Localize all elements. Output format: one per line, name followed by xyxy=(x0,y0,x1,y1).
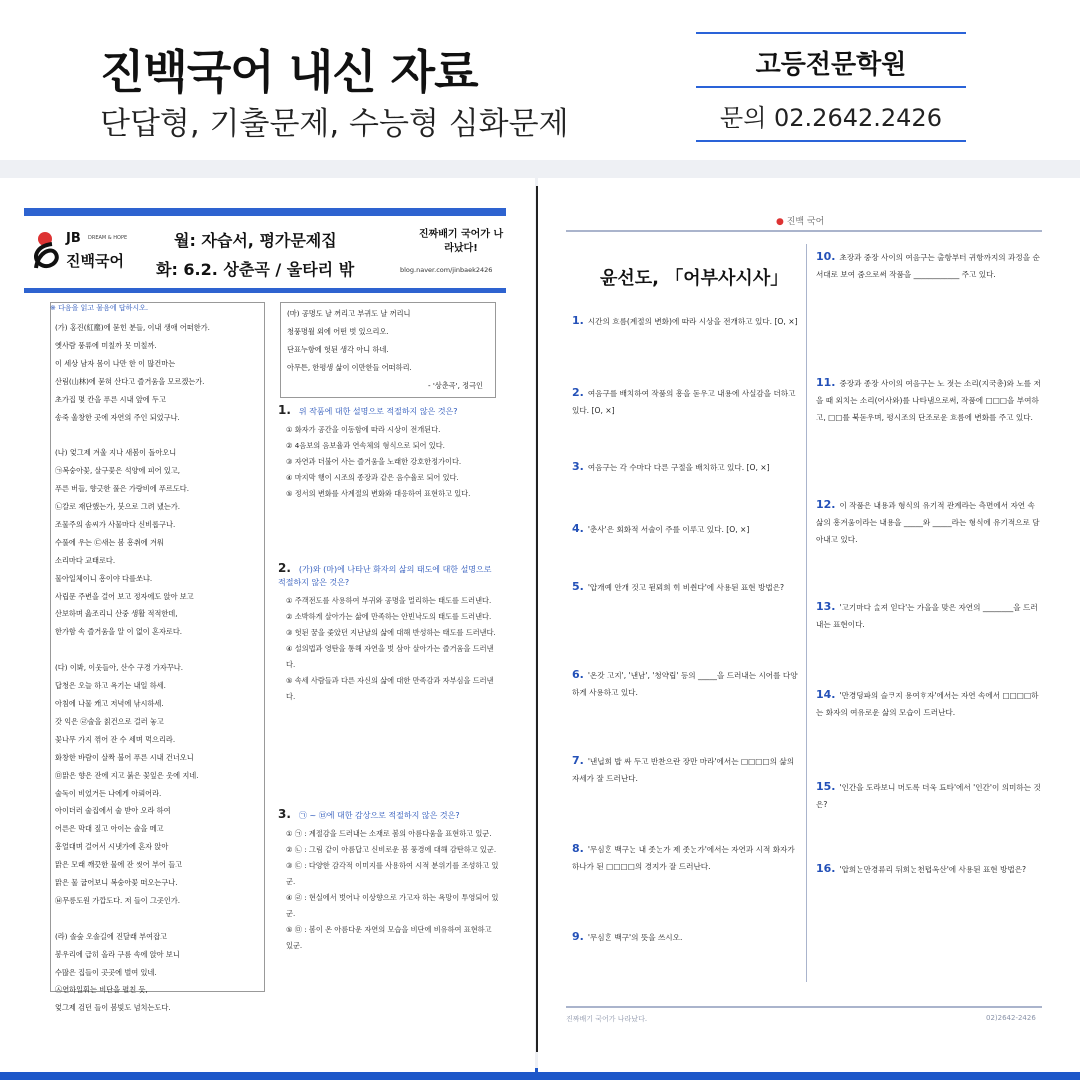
question-number: 6. xyxy=(572,668,584,681)
passage-line: ㉡칼로 재단했는가, 붓으로 그려 냈는가. xyxy=(55,502,181,512)
passage-line: 단표누항에 헛된 생각 아니 하네. xyxy=(287,345,389,354)
academy-name: 고등전문학원 xyxy=(755,50,907,80)
question-text: 시간의 흐름(계절의 변화)에 따라 시상을 전개하고 있다. [O, ×] xyxy=(587,317,798,326)
question-3-options xyxy=(278,826,500,954)
question-3 xyxy=(278,808,500,954)
passage-line: 수많은 집들이 곳곳에 벌여 있네. xyxy=(55,967,157,977)
review-question xyxy=(816,496,1042,548)
logo-dream-text: DREAM & HOPE xyxy=(88,235,128,241)
question-text: 중장과 종장 사이의 여음구는 노 젓는 소리(지국총)와 노를 저을 때 외치는 소리(어사와)를 나타냄으로써, 작품에 □□□을 부여하고, □□를 북돋우며, 평시조의 단조로운 흐름에 변화를 주고 있다. xyxy=(816,379,1041,422)
question-number: 9. xyxy=(572,930,584,943)
question-3-header: 3. ㉠ ~ ㉥에 대한 감상으로 적절하지 않은 것은? xyxy=(278,807,460,821)
answer-option: ② ㉡ : 그림 같이 아름답고 신비로운 봄 풍경에 대해 감탄하고 있군. xyxy=(286,845,497,854)
question-number: 4. xyxy=(572,522,584,535)
passage-line: 아이더러 술집에서 술 받아 오라 하여 xyxy=(55,806,171,816)
passage-line: 맑은 모래 깨끗한 물에 잔 씻어 부어 들고 xyxy=(55,860,183,870)
passage-line: ㉤맑은 향은 잔에 지고 붉은 꽃잎은 옷에 지네. xyxy=(55,770,199,780)
passage-box xyxy=(50,302,265,1013)
passage-line: 아무튼, 한평생 삶이 이만한들 어떠하리. xyxy=(287,363,412,372)
question-number: 13. xyxy=(816,600,836,613)
page-header xyxy=(0,0,1080,160)
passage-line: (다) 이봐, 이웃들아, 산수 구경 가자꾸나. xyxy=(55,663,184,673)
question-text: '낸닙희 밥 싸 두고 반찬으란 장만 마라'에서는 □□□□의 삶의 자세가 잘 드러난다. xyxy=(572,757,795,783)
tuesday-line: 화: 6.2. 상춘곡 / 울타리 밖 xyxy=(156,260,355,279)
logo-name-text: 진백국어 xyxy=(66,252,124,270)
review-question xyxy=(816,374,1042,426)
passage-line: 초가집 몇 칸을 푸른 시내 앞에 두고 xyxy=(55,394,166,404)
blog-url: blog.naver.com/jinbaek2426 xyxy=(400,266,493,274)
right-page-brand: ● 진백 국어 xyxy=(776,217,825,227)
passage-line: 화창한 바람이 살짝 불어 푸른 시내 건너오니 xyxy=(55,752,194,762)
answer-option: ③ 자연과 더불어 사는 즐거움을 노래한 강호한정가이다. xyxy=(286,457,462,466)
passage-text xyxy=(55,319,260,1017)
question-text: 초장과 중장 사이의 여음구는 출항부터 귀항까지의 과정을 순서대로 보여 줌으로써 작품을 ____________ 주고 있다. xyxy=(816,253,1040,279)
question-number: 16. xyxy=(816,862,836,875)
answer-option: ④ 설의법과 영탄을 통해 자연을 벗 삼아 살아가는 즐거움을 드러낸다. xyxy=(286,644,494,669)
passage-line: 이 세상 남자 몸이 나만 한 이 많건마는 xyxy=(55,358,176,368)
right-page-top-rule xyxy=(566,230,1042,232)
right-page-column-divider xyxy=(806,244,807,982)
question-text: 여음구는 각 수마다 다른 구절을 배치하고 있다. [O, ×] xyxy=(587,463,770,472)
question-text: 이 작품은 내용과 형식의 유기적 관계라는 측면에서 자연 속 삶의 흥겨움이라는 내용을 _____와 _____라는 형식에 유기적으로 담아내고 있다. xyxy=(816,501,1040,544)
left-page-top-bar xyxy=(24,208,506,216)
question-number: 8. xyxy=(572,842,584,855)
question-text: '무심ᄒᆞᆫ 백구'의 뜻을 쓰시오. xyxy=(587,933,683,942)
question-1 xyxy=(278,404,500,502)
question-number: 15. xyxy=(816,780,836,793)
passage-line: 수풀에 우는 ㉢새는 봄 흥취에 겨워 xyxy=(55,537,164,547)
review-question xyxy=(572,666,798,701)
passage-line: 답청은 오늘 하고 욕기는 내일 하세. xyxy=(55,681,166,691)
jb-logo xyxy=(30,228,140,278)
passage-line xyxy=(55,910,260,928)
passage-line: 푸른 버들, 향긋한 풀은 가랑비에 푸르도다. xyxy=(55,484,190,494)
question-text: 여음구를 배치하여 작품의 흥을 돋우고 내용에 사실감을 더하고 있다. [O, ×] xyxy=(572,389,796,415)
passage-line: (나) 엊그제 겨울 지나 새봄이 돌아오니 xyxy=(55,448,177,458)
question-number: 1. xyxy=(572,314,584,327)
answer-option: ③ ㉢ : 다양한 감각적 이미지를 사용하여 시적 분위기를 조성하고 있군. xyxy=(286,861,499,886)
footer-phone: 02)2642-2426 xyxy=(986,1014,1036,1022)
question-1-options xyxy=(278,422,500,502)
answer-option: ② 4음보의 음보율과 연속체의 형식으로 되어 있다. xyxy=(286,441,445,450)
question-text: '압개예 안개 것고 뒫뫼희 ᄒᆡ 비췬다'에 사용된 표현 방법은? xyxy=(587,583,785,592)
passage-line: 산보하며 읊조리니 산중 생활 적적한데, xyxy=(55,609,178,619)
answer-option: ⑤ 속세 사람들과 다른 자신의 삶에 대한 만족감과 자부심을 드러낸다. xyxy=(286,676,494,701)
question-text: '춘사'은 회화적 서술이 주를 이루고 있다. [O, ×] xyxy=(587,525,750,534)
passage-line: 어른은 막대 짚고 아이는 술을 메고 xyxy=(55,824,164,834)
passage-line: 사립문 주변을 걸어 보고 정자에도 앉아 보고 xyxy=(55,591,194,601)
passage-line: 조물주의 솜씨가 사물마다 신비롭구나. xyxy=(55,519,176,529)
right-page-title: 윤선도, 「어부사시사」 xyxy=(600,268,789,289)
passage-line: 엊그제 검던 들이 봄빛도 넘치는도다. xyxy=(55,1003,171,1013)
answer-option: ④ ㉣ : 현실에서 벗어나 이상향으로 가고자 하는 욕망이 투영되어 있군. xyxy=(286,893,499,918)
review-question xyxy=(572,458,798,476)
review-question xyxy=(572,520,798,538)
question-text: '압희ᄂᆞᆫ만경류리 뒤희ᄂᆞᆫ천텹옥산'에 사용된 표현 방법은? xyxy=(839,865,1027,874)
right-page-bottom-rule xyxy=(566,1006,1042,1008)
passage-line: - '상춘곡', 정극인 xyxy=(427,381,483,390)
review-question xyxy=(572,312,798,330)
question-number: 11. xyxy=(816,376,836,389)
answer-option: ① ㉠ : 계절감을 드러내는 소재로 봄의 아름다움을 표현하고 있군. xyxy=(286,829,492,838)
review-question xyxy=(816,686,1042,721)
passage-line: ㉠복숭아꽃, 살구꽃은 석양에 피어 있고, xyxy=(55,466,181,476)
review-question xyxy=(572,840,798,875)
contact-phone: 문의 02.2642.2426 xyxy=(720,104,942,132)
answer-option: ① 화자가 공간을 이동함에 따라 시상이 전개된다. xyxy=(286,425,441,434)
left-worksheet-page xyxy=(0,178,535,1072)
passage-line: 맑은 물 굽어보니 복숭아꽃 떠오는구나. xyxy=(55,878,178,888)
question-text: '만경딩파의 슬ᄏᆞ지 용여ᄒᆞ자'에서는 자연 속에서 □□□□하는 화자의 여유로운 삶의 모습이 드러난다. xyxy=(816,691,1039,717)
passage-line: 흥얼대며 걸어서 시냇가에 혼자 앉아 xyxy=(55,842,169,852)
question-number: 10. xyxy=(816,250,836,263)
jb-logo-icon xyxy=(30,228,64,274)
header-title: 진백국어 내신 자료 xyxy=(100,45,478,99)
question-number: 14. xyxy=(816,688,836,701)
review-question xyxy=(816,598,1042,633)
passage-continued-box xyxy=(280,302,496,398)
answer-option: ③ 헛된 꿈을 좇았던 지난날의 삶에 대해 반성하는 태도를 드러낸다. xyxy=(286,628,496,637)
right-worksheet-page xyxy=(538,178,1080,1072)
passage-line xyxy=(55,641,260,659)
instruction-text: ※ 다음을 읽고 물음에 답하시오. xyxy=(50,304,149,312)
passage-line: 술독이 비었거든 나에게 아뢰어라. xyxy=(55,788,162,798)
header-rule-top xyxy=(696,32,966,34)
question-number: 5. xyxy=(572,580,584,593)
question-number: 7. xyxy=(572,754,584,767)
question-number: 12. xyxy=(816,498,836,511)
answer-option: ① 주객전도를 사용하여 부귀와 공명을 멀리하는 태도를 드러낸다. xyxy=(286,596,492,605)
answer-option: ⑤ ㉤ : 봄이 온 아름다운 자연의 모습을 비단에 비유하여 표현하고 있군. xyxy=(286,925,492,950)
question-2-header: 2. (가)와 (마)에 나타난 화자의 삶의 태도에 대한 설명으로 적절하지 않은 것은? xyxy=(278,561,492,587)
passage-line: 송죽 울창한 곳에 자연의 주인 되었구나. xyxy=(55,412,180,422)
passage-line xyxy=(55,426,260,444)
question-text: '온갓 고지', '낸남', '청약립' 등의 _____을 드러내는 시어를 다양하게 사용하고 있다. xyxy=(572,671,798,697)
review-question xyxy=(572,384,798,419)
review-question xyxy=(572,752,798,787)
question-2 xyxy=(278,562,500,705)
passage-line: ㉦연하일휘는 비단을 펼친 듯, xyxy=(55,985,148,995)
review-question xyxy=(572,928,798,946)
passage-line: ㉥무릉도원 가깝도다. 저 들이 그곳인가. xyxy=(55,895,181,905)
review-question xyxy=(816,860,1042,878)
review-question xyxy=(816,778,1042,813)
passage-line: 한가함 속 즐거움을 알 이 없이 혼자로다. xyxy=(55,627,183,637)
question-text: '인간을 도라보니 머도록 더욱 됴타'에서 '인간'이 의미하는 것은? xyxy=(816,783,1041,809)
passage-line: 물아일체이니 흥이야 다를쏘냐. xyxy=(55,573,153,583)
header-rule-bottom xyxy=(696,140,966,142)
logo-jb-text: JB xyxy=(66,231,81,246)
passage-line: (마) 공명도 날 꺼리고 부귀도 날 꺼리니 xyxy=(287,309,411,318)
footer-slogan: 진짜배기 국어가 나라났다. xyxy=(566,1015,648,1023)
review-question xyxy=(816,248,1042,283)
question-number: 2. xyxy=(572,386,584,399)
passage-line: 옛사람 풍류에 미칠까 못 미칠까. xyxy=(55,340,157,350)
question-2-options xyxy=(278,593,500,705)
passage-line: (가) 홍진(紅塵)에 묻힌 분들, 이내 생애 어떠한가. xyxy=(55,323,210,332)
passage-line: 소리마다 교태로다. xyxy=(55,555,116,565)
answer-option: ⑤ 정서의 변화를 사계절의 변화와 대응하여 표현하고 있다. xyxy=(286,489,471,498)
answer-option: ④ 마지막 행이 시조의 종장과 같은 음수율로 되어 있다. xyxy=(286,473,459,482)
slogan-text: 진짜배기 국어가 나라났다! xyxy=(418,229,504,254)
passage-line: (라) 솔숲 오솔길에 진달래 부여잡고 xyxy=(55,931,167,941)
passage-line: 아침에 나물 캐고 저녁에 낚시하세. xyxy=(55,699,164,708)
question-1-header: 1. 위 작품에 대한 설명으로 적절하지 않은 것은? xyxy=(278,403,458,417)
passage-line: 꽃나무 가지 꺾어 잔 수 세며 먹으리라. xyxy=(55,734,176,744)
question-text: '무심ᄒᆞᆫ 백구ᄂᆞᆫ 내 좃ᄂᆞᆫ가 제 좃ᄂᆞᆫ가'에서는 자연과 시적 화자가 하나가 된 □□□□의 경지가 잘 드러난다. xyxy=(572,845,795,871)
question-text: '고기마다 ᄉᆞᆯ져 읻다'는 가을을 맞은 자연의 ________을 드러내는 표현이다. xyxy=(816,603,1038,629)
passage-line: 봉우리에 급히 올라 구름 속에 앉아 보니 xyxy=(55,949,180,959)
passage-line: 청풍명월 외에 어떤 벗 있으리오. xyxy=(287,327,389,336)
header-rule-middle xyxy=(696,86,966,88)
review-question xyxy=(572,578,798,596)
header-subtitle: 단답형, 기출문제, 수능형 심화문제 xyxy=(100,106,569,142)
passage-continued-text xyxy=(287,305,489,395)
left-page-header-rule xyxy=(24,288,506,293)
passage-line: 산림(山林)에 묻혀 산다고 즐거움을 모르겠는가. xyxy=(55,376,205,386)
passage-line: 갓 익은 ㉣술을 칡건으로 걸러 놓고 xyxy=(55,716,164,726)
question-number: 3. xyxy=(572,460,584,473)
answer-option: ② 소박하게 살아가는 삶에 만족하는 안빈낙도의 태도를 드러낸다. xyxy=(286,612,492,621)
monday-line: 월: 자습서, 평가문제집 xyxy=(174,231,337,250)
